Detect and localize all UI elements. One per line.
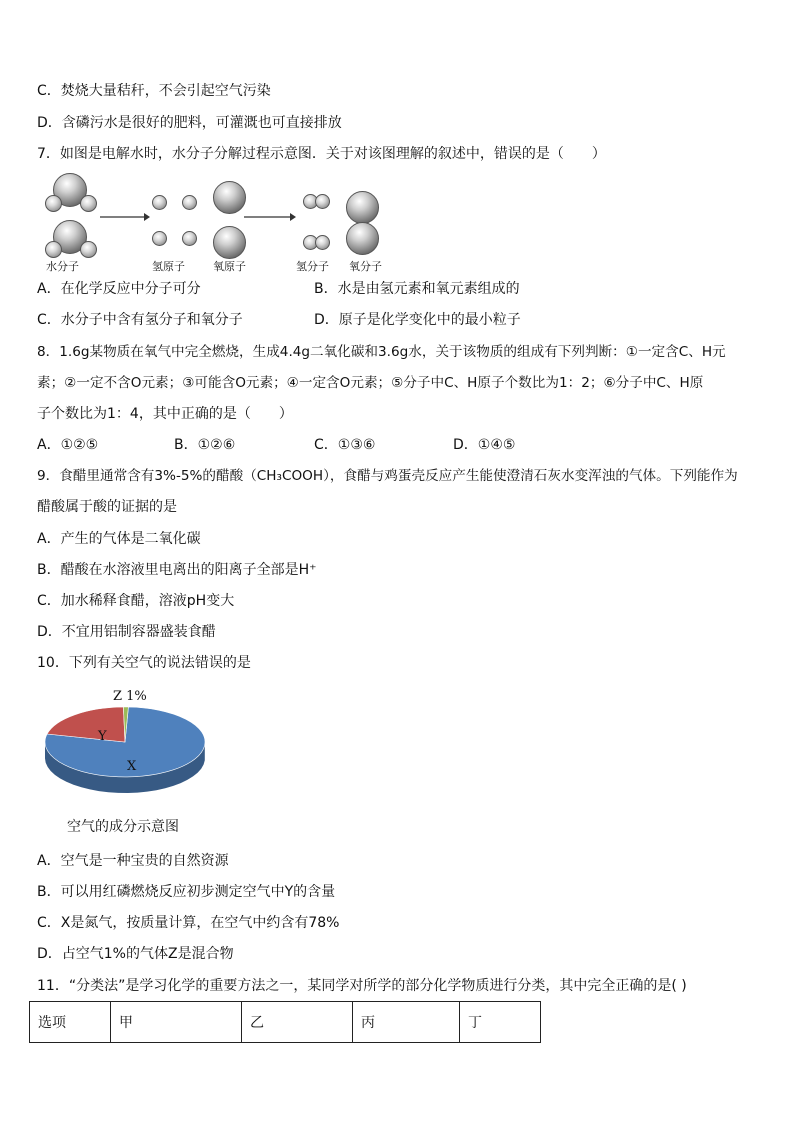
q10-option-c: C．X是氮气，按质量计算，在空气中约含有78% — [37, 915, 340, 931]
q9-option-d: D．不宜用铝制容器盛装食醋 — [37, 624, 216, 640]
q8-stem-line1: 8．1.6g某物质在氧气中完全燃烧，生成4.4g二氧化碳和3.6g水，关于该物质的组成有下列判断：①一定含C、H元 — [37, 344, 726, 360]
hydrogen-atom-icon — [45, 241, 62, 258]
hydrogen-atom-icon — [152, 195, 167, 210]
q8-stem-line2: 素；②一定不含O元素；③可能含O元素；④一定含O元素；⑤分子中C、H原子个数比为1：2；⑥分子中C、H原 — [37, 375, 704, 391]
arrow-right-icon — [244, 212, 296, 222]
air-composition-pie-chart — [30, 684, 220, 814]
q11-stem: 11．“分类法”是学习化学的重要方法之一，某同学对所学的部分化学物质进行分类，其中完全正确的是( ) — [37, 978, 687, 994]
table-header-cell: 甲 — [111, 1002, 242, 1043]
q9-stem-line1: 9．食醋里通常含有3%-5%的醋酸（CH₃COOH），食醋与鸡蛋壳反应产生能使澄清石灰水变浑浊的气体。下列能作为 — [37, 468, 738, 484]
oxygen-atom-icon — [346, 222, 379, 255]
oxygen-atom-label: 氧原子 — [213, 260, 246, 273]
pie-label-X: X — [127, 759, 137, 774]
q8-option-a: A．①②⑤ — [37, 437, 99, 453]
q8-option-d: D．①④⑤ — [453, 437, 516, 453]
q7-option-b: B．水是由氢元素和氧元素组成的 — [314, 281, 520, 297]
q6-option-c: C．焚烧大量秸秆，不会引起空气污染 — [37, 83, 271, 99]
q7-option-a: A．在化学反应中分子可分 — [37, 281, 201, 297]
hydrogen-atom-icon — [80, 241, 97, 258]
oxygen-atom-icon — [346, 191, 379, 224]
q9-option-b: B．醋酸在水溶液里电离出的阳离子全部是H⁺ — [37, 562, 317, 578]
arrow-right-icon — [100, 212, 150, 222]
table-header-cell: 选项 — [30, 1002, 111, 1043]
hydrogen-atom-icon — [315, 235, 330, 250]
hydrogen-atom-icon — [80, 195, 97, 212]
q8-stem-line3: 子个数比为1：4，其中正确的是（ ） — [37, 406, 293, 422]
q9-stem-line2: 醋酸属于酸的证据的是 — [37, 499, 177, 515]
table-header-row — [30, 1002, 541, 1043]
q9-option-c: C．加水稀释食醋，溶液pH变大 — [37, 593, 235, 609]
q10-stem: 10．下列有关空气的说法错误的是 — [37, 655, 251, 671]
oxygen-atom-icon — [213, 181, 246, 214]
table-header-cell: 乙 — [242, 1002, 353, 1043]
hydrogen-molecule-label: 氢分子 — [296, 260, 329, 273]
pie-svg — [30, 684, 220, 814]
q6-option-d: D．含磷污水是很好的肥料，可灌溉也可直接排放 — [37, 115, 342, 131]
q10-option-a: A．空气是一种宝贵的自然资源 — [37, 853, 229, 869]
hydrogen-atom-icon — [45, 195, 62, 212]
classification-table — [29, 1001, 541, 1043]
hydrogen-atom-icon — [152, 231, 167, 246]
pie-annotation-z: Z 1% — [113, 689, 147, 704]
hydrogen-atom-icon — [315, 194, 330, 209]
hydrogen-atom-icon — [182, 231, 197, 246]
q10-option-d: D．占空气1%的气体Z是混合物 — [37, 946, 234, 962]
q8-option-c: C．①③⑥ — [314, 437, 376, 453]
chart-title: 空气的成分示意图 — [67, 819, 179, 835]
q7-stem: 7．如图是电解水时，水分子分解过程示意图．关于对该图理解的叙述中，错误的是（ ） — [37, 146, 606, 162]
q10-option-b: B．可以用红磷燃烧反应初步测定空气中Y的含量 — [37, 884, 336, 900]
water-molecule-label: 水分子 — [46, 260, 79, 273]
table-header-cell: 丙 — [353, 1002, 460, 1043]
q7-option-c: C．水分子中含有氢分子和氧分子 — [37, 312, 243, 328]
oxygen-atom-icon — [213, 226, 246, 259]
hydrogen-atom-icon — [182, 195, 197, 210]
oxygen-molecule-label: 氧分子 — [349, 260, 382, 273]
q7-option-d: D．原子是化学变化中的最小粒子 — [314, 312, 521, 328]
hydrogen-atom-label: 氢原子 — [152, 260, 185, 273]
pie-label-Y: Y — [98, 729, 107, 744]
q8-option-b: B．①②⑥ — [174, 437, 236, 453]
q9-option-a: A．产生的气体是二氧化碳 — [37, 531, 201, 547]
table-header-cell: 丁 — [460, 1002, 541, 1043]
